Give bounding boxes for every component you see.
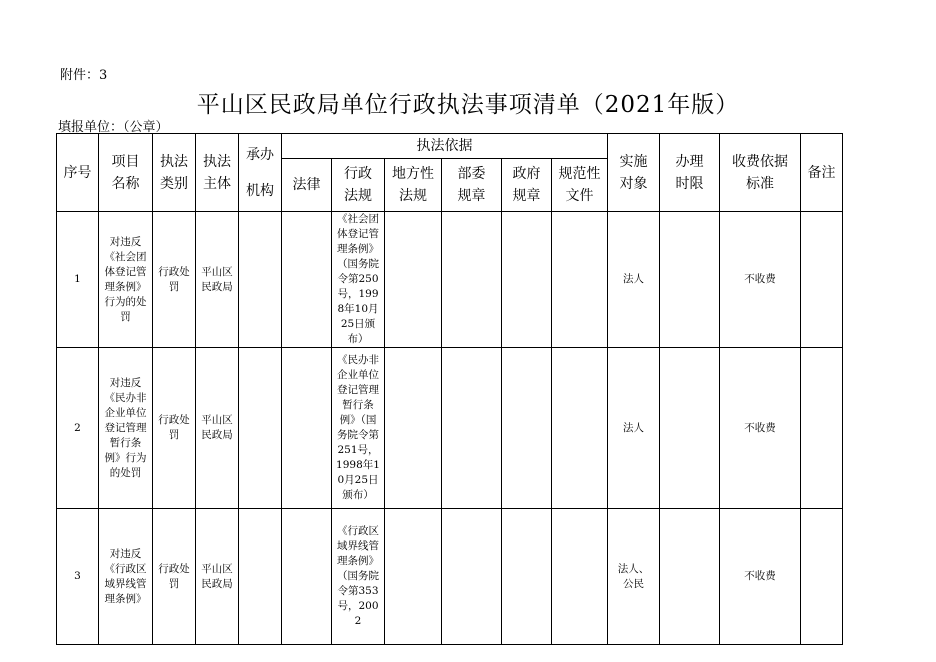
cell-item-name: 对违反《行政区域界线管理条例》 xyxy=(99,509,153,645)
cell-gov-rule xyxy=(502,348,552,509)
cell-law-type: 行政处罚 xyxy=(153,348,196,509)
attachment-label: 附件：3 xyxy=(60,68,108,83)
cell-law xyxy=(282,212,332,348)
fill-unit-label: 填报单位：（公章） xyxy=(58,120,169,135)
header-local-regulation: 地方性法规 xyxy=(385,159,442,212)
header-admin-regulation: 行政法规 xyxy=(332,159,385,212)
header-basis-group: 执法依据 xyxy=(282,134,608,159)
cell-undertaking-org xyxy=(239,509,282,645)
cell-law-subject: 平山区民政局 xyxy=(196,348,239,509)
cell-remark xyxy=(801,348,843,509)
cell-law-type: 行政处罚 xyxy=(153,212,196,348)
cell-undertaking-org xyxy=(239,348,282,509)
header-law-subject: 执法主体 xyxy=(196,134,239,212)
header-seq: 序号 xyxy=(57,134,99,212)
cell-local-regulation xyxy=(385,212,442,348)
cell-normative-doc xyxy=(552,212,608,348)
cell-ministry-rule xyxy=(442,509,502,645)
header-law-type: 执法类别 xyxy=(153,134,196,212)
cell-fee-basis: 不收费 xyxy=(720,348,801,509)
cell-law xyxy=(282,509,332,645)
header-remark: 备注 xyxy=(801,134,843,212)
cell-admin-regulation: 《行政区域界线管理条例》（国务院令第353号，2002 xyxy=(332,509,385,645)
cell-gov-rule xyxy=(502,212,552,348)
cell-item-name: 对违反《民办非企业单位登记管理暂行条例》行为的处罚 xyxy=(99,348,153,509)
cell-target: 法人、公民 xyxy=(608,509,660,645)
cell-time-limit xyxy=(660,509,720,645)
cell-time-limit xyxy=(660,212,720,348)
cell-admin-regulation: 《社会团体登记管理条例》（国务院令第250号，1998年10月25日颁布） xyxy=(332,212,385,348)
cell-admin-regulation: 《民办非企业单位登记管理暂行条例》（国务院令第251号，1998年10月25日颁布） xyxy=(332,348,385,509)
cell-target: 法人 xyxy=(608,212,660,348)
table-row xyxy=(57,509,843,645)
cell-normative-doc xyxy=(552,509,608,645)
cell-ministry-rule xyxy=(442,212,502,348)
cell-time-limit xyxy=(660,348,720,509)
header-ministry-rule: 部委规章 xyxy=(442,159,502,212)
cell-remark xyxy=(801,509,843,645)
table-row xyxy=(57,212,843,348)
cell-law-type: 行政处罚 xyxy=(153,509,196,645)
cell-ministry-rule xyxy=(442,348,502,509)
enforcement-table xyxy=(56,133,843,645)
cell-fee-basis: 不收费 xyxy=(720,212,801,348)
header-normative-doc: 规范性文件 xyxy=(552,159,608,212)
header-gov-rule: 政府规章 xyxy=(502,159,552,212)
header-fee-basis: 收费依据标准 xyxy=(720,134,801,212)
cell-target: 法人 xyxy=(608,348,660,509)
cell-normative-doc xyxy=(552,348,608,509)
header-law: 法律 xyxy=(282,159,332,212)
header-time-limit: 办理时限 xyxy=(660,134,720,212)
header-item-name: 项目名称 xyxy=(99,134,153,212)
cell-remark xyxy=(801,212,843,348)
cell-seq: 1 xyxy=(57,212,99,348)
header-target: 实施对象 xyxy=(608,134,660,212)
cell-law-subject: 平山区民政局 xyxy=(196,212,239,348)
cell-local-regulation xyxy=(385,509,442,645)
cell-item-name: 对违反《社会团体登记管理条例》行为的处罚 xyxy=(99,212,153,348)
table-row xyxy=(57,348,843,509)
cell-seq: 2 xyxy=(57,348,99,509)
cell-law xyxy=(282,348,332,509)
cell-gov-rule xyxy=(502,509,552,645)
header-undertaking-org: 承办机构 xyxy=(239,134,282,212)
page-title: 平山区民政局单位行政执法事项清单（2021年版） xyxy=(196,92,740,118)
cell-local-regulation xyxy=(385,348,442,509)
cell-seq: 3 xyxy=(57,509,99,645)
table-container xyxy=(56,133,842,627)
cell-undertaking-org xyxy=(239,212,282,348)
cell-fee-basis: 不收费 xyxy=(720,509,801,645)
cell-law-subject: 平山区民政局 xyxy=(196,509,239,645)
